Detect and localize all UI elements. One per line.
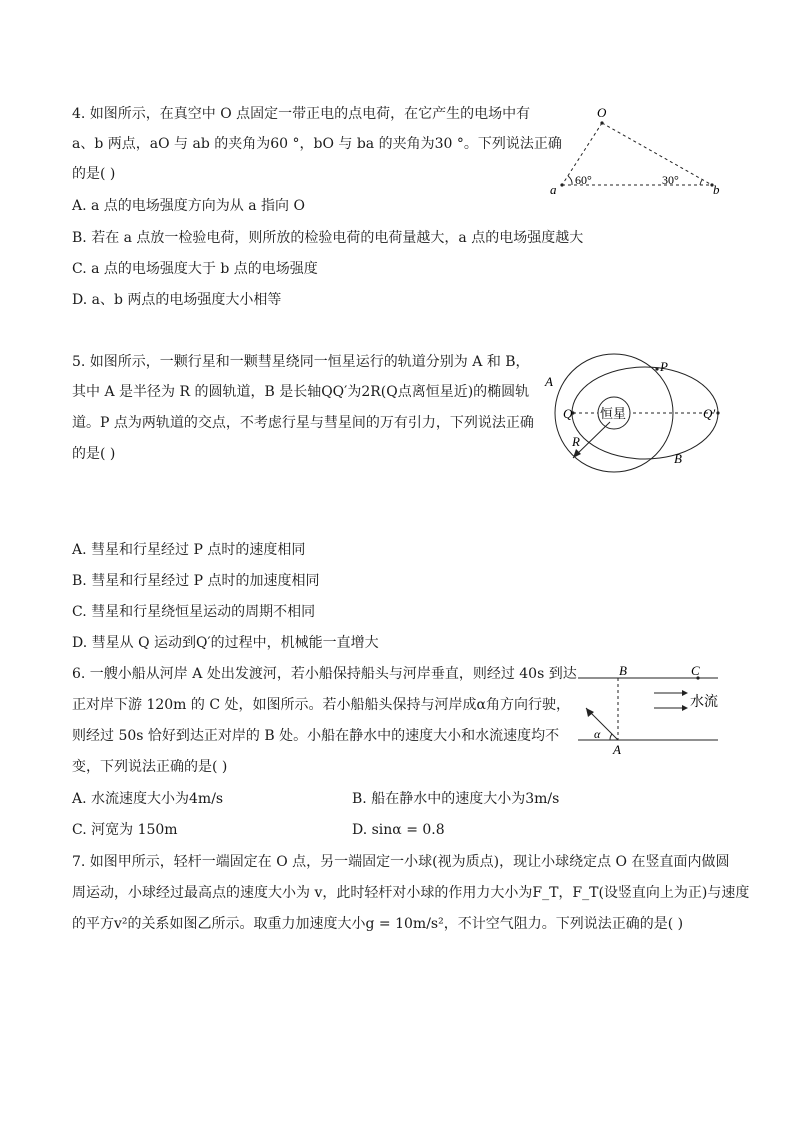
q5-label-A: A — [545, 374, 553, 389]
q5-label-B: B — [674, 451, 682, 466]
q6-heading-arrowhead — [586, 708, 594, 717]
q4-line-bO — [602, 123, 712, 185]
q5-option-b: B. 彗星和行星经过 P 点时的加速度相同 — [72, 573, 320, 589]
q4-label-O: O — [597, 105, 607, 120]
q6-flow-arrowhead-2 — [682, 705, 688, 711]
q7-line-2: 周运动，小球经过最高点的速度大小为 v，此时轻杆对小球的作用力大小为F_T，F_T(设竖直向上为正)与速度 — [72, 885, 750, 901]
q4-option-b: B. 若在 a 点放一检验电荷，则所放的检验电荷的电荷量越大，a 点的电场强度越大 — [72, 230, 584, 246]
q6-line-2: 正对岸下游 120m 的 C 处，如图所示。若小船船头保持与河岸成α角方向行驶， — [72, 697, 570, 713]
q5-option-c: C. 彗星和行星绕恒星运动的周期不相同 — [72, 604, 316, 620]
q5-option-a: A. 彗星和行星经过 P 点时的速度相同 — [72, 542, 306, 558]
q5-label-Q: Q — [563, 406, 573, 421]
q5-line-3: 道。P 点为两轨道的交点，不考虑行星与彗星间的万有引力，下列说法正确 — [72, 415, 534, 431]
q4-triangle-figure — [540, 100, 730, 200]
q4-line-2: a、b 两点，aO 与 ab 的夹角为60 °，bO 与 ba 的夹角为30 °。下列说法正确 — [72, 136, 562, 152]
q6-label-flow: 水流 — [690, 695, 718, 710]
q6-label-B: B — [619, 663, 627, 678]
q5-label-P: P — [660, 359, 668, 374]
q4-point-a — [560, 183, 563, 186]
q6-angle-arc — [610, 734, 612, 740]
q4-line-1: 4. 如图所示，在真空中 O 点固定一带正电的点电荷，在它产生的电场中有 — [72, 106, 531, 122]
q4-line-3: 的是( ) — [72, 166, 116, 182]
q7-line-3: 的平方v²的关系如图乙所示。取重力加速度大小g = 10m/s²，不计空气阻力。下列说法正确的是( ) — [72, 916, 684, 932]
q5-point-P — [655, 367, 658, 370]
q6-label-A: A — [613, 742, 621, 757]
q4-option-c: C. a 点的电场强度大于 b 点的电场强度 — [72, 261, 318, 277]
q5-point-Q-prime — [716, 411, 719, 414]
q4-label-a: a — [550, 182, 557, 197]
q4-point-O — [600, 121, 603, 124]
q6-line-4: 变，下列说法正确的是( ) — [72, 759, 228, 775]
q4-angle-arc-a — [568, 176, 572, 185]
q6-river-figure — [570, 662, 730, 757]
q5-label-Q-prime: Q′ — [703, 406, 716, 421]
q4-option-d: D. a、b 两点的电场强度大小相等 — [72, 292, 282, 308]
q4-angle-arc-b — [700, 180, 702, 185]
q5-radius-arrowhead — [573, 449, 581, 458]
q6-flow-arrowhead-1 — [682, 690, 688, 696]
q4-label-angle-30: 30° — [662, 173, 679, 187]
q6-flow-arrows — [654, 693, 682, 708]
q5-orbit-figure — [535, 350, 735, 475]
q6-option-d: D. sinα = 0.8 — [352, 822, 445, 838]
q5-option-d: D. 彗星从 Q 运动到Q′的过程中，机械能一直增大 — [72, 635, 379, 651]
q5-label-star: 恒星 — [600, 406, 627, 421]
q6-option-a: A. 水流速度大小为4m/s — [72, 791, 224, 807]
q7-line-1: 7. 如图甲所示，轻杆一端固定在 O 点，另一端固定一小球(视为质点)，现让小球绕定点 O 在竖直面内做圆 — [72, 854, 730, 870]
q4-label-b: b — [713, 182, 720, 197]
q6-line-1: 6. 一艘小船从河岸 A 处出发渡河，若小船保持船头与河岸垂直，则经过 40s 到达 — [72, 666, 577, 682]
q5-line-1: 5. 如图所示，一颗行星和一颗彗星绕同一恒星运行的轨道分别为 A 和 B， — [72, 354, 530, 370]
q5-line-2: 其中 A 是半径为 R 的圆轨道，B 是长轴QQ′为2R(Q点离恒星近)的椭圆轨 — [72, 384, 530, 400]
q4-label-angle-60: 60° — [575, 173, 592, 187]
q4-option-a: A. a 点的电场强度方向为从 a 指向 O — [72, 198, 305, 214]
q5-label-R: R — [572, 434, 580, 449]
q6-option-c: C. 河宽为 150m — [72, 822, 178, 838]
q6-option-b: B. 船在静水中的速度大小为3m/s — [352, 791, 560, 807]
q6-line-3: 则经过 50s 恰好到达正对岸的 B 处。小船在静水中的速度大小和水流速度均不 — [72, 728, 560, 744]
q6-label-alpha: α — [594, 727, 601, 741]
q6-label-C: C — [691, 663, 700, 678]
q5-line-4: 的是( ) — [72, 446, 116, 462]
